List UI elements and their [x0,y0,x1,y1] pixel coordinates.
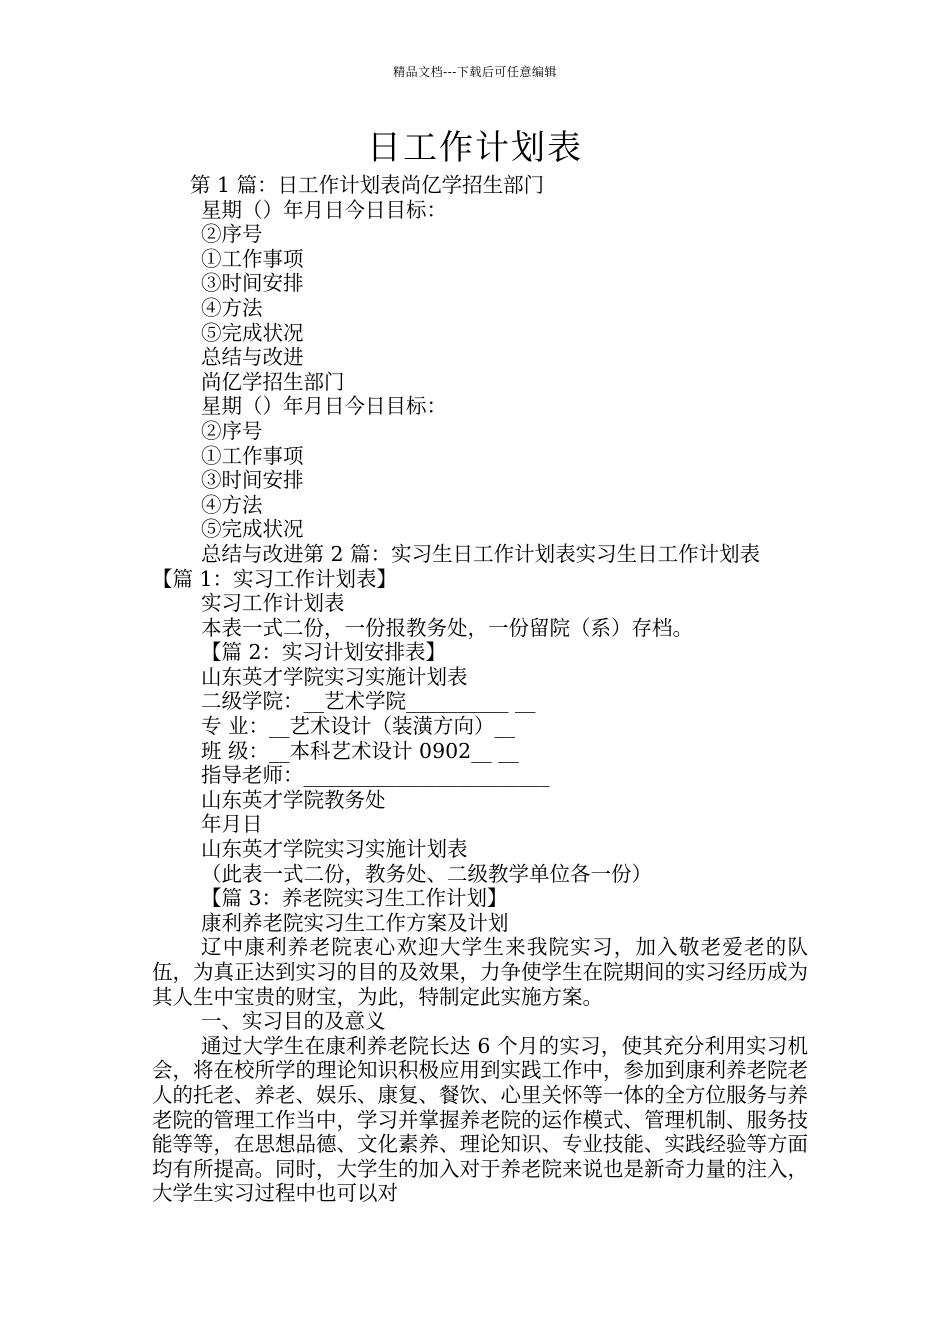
text-line: （此表一式二份，教务处、二级教学单位各一份） [201,861,652,886]
text-line: 第 1 篇：日工作计划表尚亿学招生部门 [190,173,545,197]
text-line: 山东英才学院实习实施计划表 [201,664,468,689]
text-line: 二级学院：__艺术学院__________ __ [201,689,536,714]
text-line: ②序号 [201,222,263,247]
text-line: 山东英才学院实习实施计划表 [201,837,468,862]
document-title: 日工作计划表 [367,128,583,168]
text-line: ④方法 [201,492,263,517]
text-line: 尚亿学招生部门 [201,369,345,394]
text-line: 康利养老院实习生工作方案及计划 [201,910,509,935]
section-heading: 一、实习目的及意义 [201,1009,386,1034]
text-line: 星期（）年月日今日目标： [201,197,447,222]
text-line: 星期（）年月日今日目标： [201,394,447,419]
text-line: 专 业：__艺术设计（装潢方向）__ [201,714,516,739]
text-line: 总结与改进第 2 篇：实习生日工作计划表实习生日工作计划表 [201,541,761,566]
text-line: ①工作事项 [201,246,304,271]
text-line: 【篇 1：实习工作计划表】 [152,566,398,591]
text-line: 山东英才学院教务处 [201,787,386,812]
text-line: ③时间安排 [201,271,304,296]
text-line: ③时间安排 [201,468,304,493]
text-line: ①工作事项 [201,443,304,468]
text-line: ⑤完成状况 [201,320,304,345]
page-header: 精品文档---下载后可任意编辑 [393,65,557,79]
text-line: 班 级：__本科艺术设计 0902__ __ [201,738,519,763]
text-line: ⑤完成状况 [201,517,304,542]
text-line: 本表一式二份，一份报教务处，一份留院（系）存档。 [201,615,693,640]
paragraph: 辽中康利养老院衷心欢迎大学生来我院实习，加入敬老爱老的队伍，为真正达到实习的目的及效果，力争使学生在院期间的实习经历成为其人生中宝贵的财宝，为此，特制定此实施方案。 [152,935,808,1009]
text-line: ④方法 [201,295,263,320]
text-line: 实习工作计划表 [201,591,345,616]
text-line: 年月日 [201,812,263,837]
document-body [152,173,808,1206]
text-line: ②序号 [201,418,263,443]
text-line: 指导老师：________________________ [201,763,550,788]
text-line: 【篇 2：实习计划安排表】 [201,640,447,665]
text-line: 总结与改进 [201,345,304,370]
text-line: 【篇 3：养老院实习生工作计划】 [201,886,508,911]
paragraph: 通过大学生在康利养老院长达 6 个月的实习，使其充分利用实习机会，将在校所学的理论知识积极应用到实践工作中，参加到康利养老院老人的托老、养老、娱乐、康复、餐饮、心里关怀等一体的全方位服务与养老院的管理工作当中，学习并掌握养老院的运作模式、管理机制、服务技能等等，在思想品德、文化素养、理论知识、专业技能、实践经验等方面均有所提高。同时，大学生的加入对于养老院来说也是新奇力量的注入，大学生实习过程中也可以对 [152,1033,808,1206]
